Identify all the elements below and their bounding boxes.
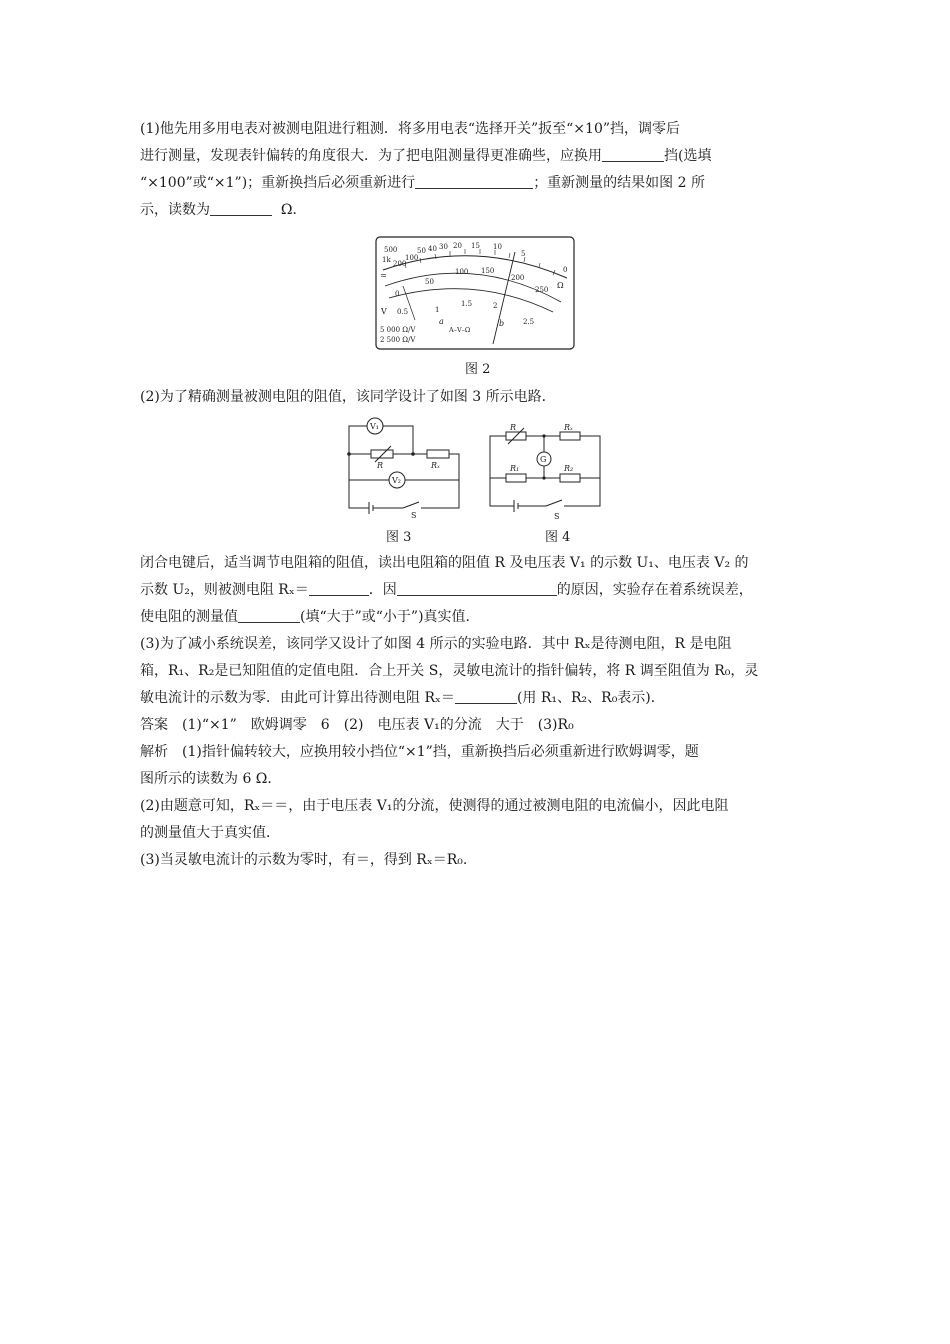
answer-line bbox=[140, 712, 820, 739]
ohm-symbol: Ω bbox=[557, 281, 564, 290]
label-b: b bbox=[499, 319, 505, 328]
analysis-line-4: 的测量值大于真实值． bbox=[140, 825, 280, 841]
low-tick-label: 1.5 bbox=[461, 300, 473, 308]
ohm-tick-label: 200 bbox=[393, 260, 407, 268]
dc-tick-label: 0 bbox=[395, 290, 400, 298]
resistor-r2-label: R₂ bbox=[564, 464, 574, 473]
q2-intro: (2)为了精确测量被测电阻的阻值，该同学设计了如图 3 所示电路． bbox=[140, 389, 556, 405]
voltmeter-v1-label: V₁ bbox=[370, 422, 379, 431]
resistor-rx-label: Rₓ bbox=[564, 423, 573, 432]
analysis-line-5: (3)当灵敏电流计的示数为零时，有＝，得到 Rₓ＝R₀. bbox=[140, 852, 468, 868]
q1-line-2: 进行测量，发现表针偏转的角度很大．为了把电阻测量得更准确些，应换用 挡(选填 bbox=[140, 148, 712, 164]
ohm-tick-label: 30 bbox=[439, 243, 448, 251]
ohm-tick-label: 500 bbox=[384, 246, 398, 254]
answer-blank[interactable] bbox=[602, 146, 664, 162]
ohm-tick-label: 50 bbox=[417, 247, 426, 255]
sensitivity-spec-1: 5 000 Ω/V bbox=[380, 326, 416, 334]
figure-4-caption: 图 4 bbox=[545, 530, 571, 545]
dc-tick-label: 50 bbox=[425, 278, 434, 286]
dc-tick-label: 250 bbox=[535, 286, 549, 294]
figure-3-caption: 图 3 bbox=[386, 530, 412, 545]
low-tick-label: 2.5 bbox=[523, 318, 535, 326]
low-tick-label: 2 bbox=[493, 302, 498, 310]
ohm-tick-label: 0 bbox=[563, 266, 568, 274]
answer-blank[interactable] bbox=[415, 173, 533, 189]
galvanometer-label: G bbox=[540, 455, 547, 464]
dc-tick-label: 100 bbox=[455, 268, 469, 276]
dc-tick-label: 200 bbox=[511, 274, 525, 282]
q3-line-1: (3)为了减小系统误差，该同学又设计了如图 4 所示的实验电路．其中 Rₓ是待测电阻，R 是电阻 bbox=[140, 636, 732, 652]
ohm-tick-label: 10 bbox=[493, 243, 502, 251]
q2-line-3: 使电阻的测量值 (填“大于”或“小于”)真实值． bbox=[140, 609, 480, 625]
q1-line-1: (1)他先用多用电表对被测电阻进行粗测．将多用电表“选择开关”扳至“×10”挡，调零后 bbox=[140, 121, 681, 137]
voltage-symbol: V bbox=[381, 307, 387, 316]
voltmeter-v2-label: V₂ bbox=[392, 476, 401, 485]
av-ohm-label: A–V–Ω bbox=[449, 326, 471, 334]
answer-blank[interactable] bbox=[309, 580, 369, 596]
q1-line-3: “×100”或“×1”)；重新换挡后必须重新进行 ；重新测量的结果如图 2 所 bbox=[140, 175, 705, 191]
q1-line-4: 示，读数为 Ω． bbox=[140, 202, 307, 218]
dc-tick-label: 150 bbox=[481, 267, 495, 275]
multimeter-dial-figure bbox=[375, 236, 575, 350]
resistor-rx-label: Rₓ bbox=[431, 461, 440, 470]
ohm-tick-label: 20 bbox=[453, 242, 462, 250]
answer-blank[interactable] bbox=[210, 200, 272, 216]
switch-label: S bbox=[411, 511, 417, 520]
resistor-box-label: R bbox=[510, 423, 517, 432]
ohm-tick-label: 1k bbox=[382, 256, 391, 264]
analysis-line-1: 解析 (1)指针偏转较大，应换用较小挡位“×1”挡，重新换挡后必须重新进行欧姆调零，题 bbox=[140, 744, 699, 760]
low-tick-label: 0.5 bbox=[397, 308, 409, 316]
figure-2-caption: 图 2 bbox=[465, 362, 491, 377]
switch-label: S bbox=[554, 512, 560, 521]
analysis-label: 解析 bbox=[140, 744, 168, 760]
analysis-line-2: 图所示的读数为 6 Ω． bbox=[140, 771, 282, 787]
answer-blank[interactable] bbox=[238, 607, 300, 623]
q2-line-2: 示数 U₂，则被测电阻 Rₓ＝ ．因 的原因，实验存在着系统误差， bbox=[140, 582, 753, 598]
ohm-tick-label: 100 bbox=[405, 254, 419, 262]
answer-blank[interactable] bbox=[455, 688, 517, 704]
sensitivity-spec-2: 2 500 Ω/V bbox=[380, 336, 416, 344]
question-1 bbox=[140, 116, 820, 224]
analysis-line-3: (2)由题意可知，Rₓ＝＝，由于电压表 V₁的分流，使测得的通过被测电阻的电流偏小，因此电阻 bbox=[140, 798, 729, 814]
answer-label: 答案 bbox=[140, 717, 168, 733]
circuit-figure-4 bbox=[484, 418, 606, 522]
question-2-3-and-solution bbox=[140, 550, 820, 874]
q2-line-1: 闭合电键后，适当调节电阻箱的阻值，读出电阻箱的阻值 R 及电压表 V₁ 的示数 U₁、电压表 V₂ 的 bbox=[140, 555, 749, 571]
low-tick-label: 1 bbox=[435, 306, 440, 314]
resistor-r1-label: R₁ bbox=[510, 464, 520, 473]
circuit-figure-3 bbox=[343, 414, 465, 520]
q3-line-3: 敏电流计的示数为零．由此可计算出待测电阻 Rₓ＝ (用 R₁、R₂、R₀表示)． bbox=[140, 690, 665, 706]
ohm-tick-label: 15 bbox=[471, 242, 480, 250]
ohm-tick-label: 5 bbox=[521, 250, 526, 258]
answer-blank[interactable] bbox=[397, 580, 557, 596]
dc-symbol: ≂ bbox=[380, 271, 387, 280]
ohm-tick-label: 40 bbox=[428, 245, 437, 253]
resistor-box-label: R bbox=[377, 461, 384, 470]
answer-text: (1)“×1” 欧姆调零 6 (2) 电压表 V₁的分流 大于 (3)R₀ bbox=[182, 717, 574, 733]
q3-line-2: 箱，R₁、R₂是已知阻值的定值电阻．合上开关 S，灵敏电流计的指针偏转，将 R 调至阻值为 R₀，灵 bbox=[140, 663, 759, 679]
label-a: a bbox=[439, 317, 444, 326]
